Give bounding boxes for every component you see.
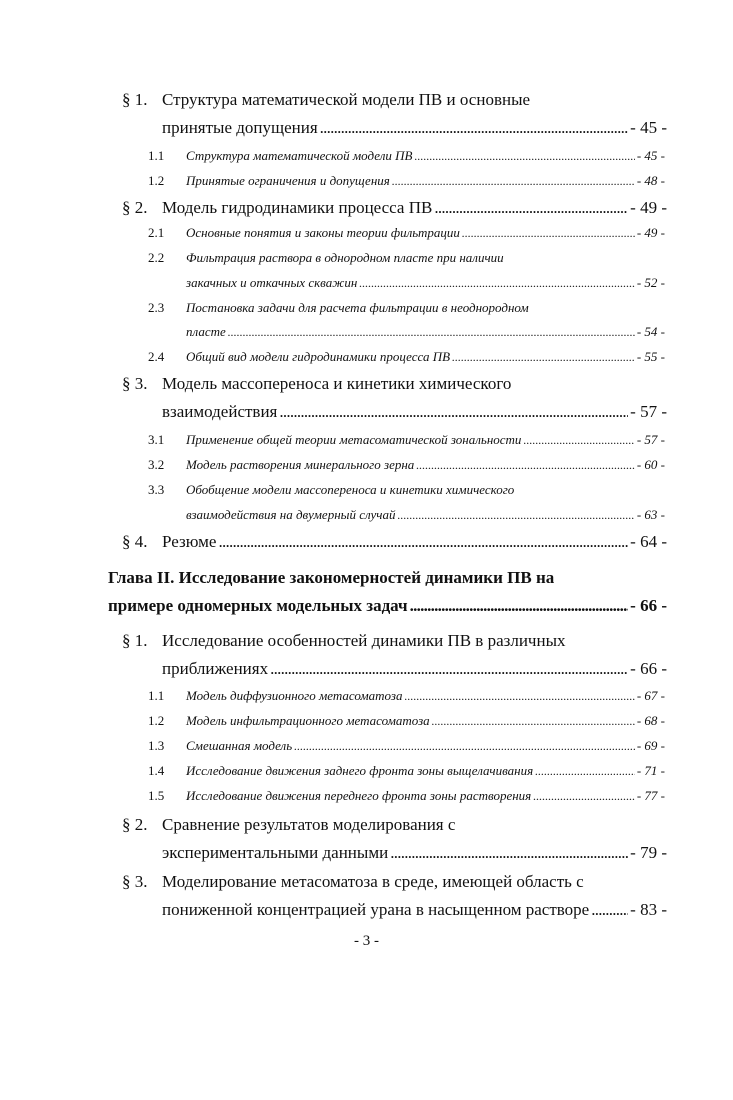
toc-page: - 68 - [636,713,665,728]
toc-ch2-section-1-line2[interactable] [162,659,667,679]
toc-section-number: § 3. [122,374,148,393]
toc-leader [390,843,628,863]
toc-leader [434,198,628,218]
toc-ch2-section-2-line2[interactable] [162,843,667,863]
toc-section-title: Модель гидродинамики процесса ПВ [162,198,433,217]
toc-page: - 83 - [630,900,667,919]
toc-entry-title: Модель растворения минерального зерна [186,457,415,472]
toc-ch2-section-3-line2[interactable] [162,900,667,920]
toc-page: - 79 - [630,843,667,862]
toc-leader [320,118,629,138]
toc-page: - 54 - [636,324,665,339]
toc-leader [359,276,635,291]
toc-leader [523,433,634,448]
toc-leader [270,659,628,679]
toc-section-3-line2[interactable] [162,402,667,422]
toc-page: - 71 - [636,763,665,778]
toc-entry-title: Обобщение модели массопереноса и кинетики химического [186,482,515,497]
toc-entry-title: Смешанная модель [186,738,293,753]
toc-chapter-title-cont: примере одномерных модельных задач [108,596,408,615]
toc-entry-number: 2.4 [148,349,165,364]
toc-entry-title: Модель инфильтрационного метасоматоза [186,713,430,728]
toc-leader [279,402,628,422]
toc-entry-title: Исследование движения заднего фронта зоны выщелачивания [186,763,534,778]
toc-ch2-entry-1-5[interactable] [148,788,665,804]
toc-page: - 66 - [630,596,667,615]
toc-leader [218,532,628,552]
toc-ch2-entry-1-1[interactable] [148,688,665,704]
toc-entry-number: 1.3 [148,738,165,753]
toc-entry-title: Структура математической модели ПВ [186,148,413,163]
toc-leader [452,350,635,365]
toc-section-title-cont: пониженной концентрацией урана в насыщенном растворе [162,900,590,919]
toc-entry-number: 3.2 [148,457,165,472]
toc-entry-3-2[interactable] [148,457,665,473]
toc-entry-title: Фильтрация раствора в однородном пласте при наличии [186,250,504,265]
toc-entry-number: 1.2 [148,173,165,188]
toc-section-4[interactable] [122,532,667,552]
toc-entry-number: 1.4 [148,763,165,778]
toc-leader [392,174,635,189]
toc-page: - 66 - [630,659,667,678]
toc-entry-1-2[interactable] [148,173,665,189]
toc-section-number: § 2. [122,815,148,834]
toc-section-title: Модель массопереноса и кинетики химического [162,374,512,393]
toc-page: - 55 - [636,349,665,364]
toc-leader [397,508,634,523]
toc-section-title: Моделирование метасоматоза в среде, имеющей область с [162,872,584,891]
toc-entry-number: 1.1 [148,688,165,703]
toc-entry-title: Исследование движения переднего фронта зоны растворения [186,788,532,803]
toc-entry-title-cont: взаимодействия на двумерный случай [186,507,396,522]
toc-entry-title: Общий вид модели гидродинамики процесса ПВ [186,349,451,364]
toc-page: - 48 - [636,173,665,188]
toc-section-number: § 3. [122,872,148,891]
toc-entry-title: Модель диффузионного метасоматоза [186,688,403,703]
toc-page: - 57 - [630,402,667,421]
toc-leader [416,458,635,473]
toc-section-title-cont: приближениях [162,659,269,678]
toc-page: - 45 - [630,118,667,137]
toc-section-number: § 2. [122,198,148,217]
toc-ch2-entry-1-2[interactable] [148,713,665,729]
page-number: - 3 - [354,933,379,949]
toc-entry-1-1[interactable] [148,148,665,164]
toc-entry-number: 1.5 [148,788,165,803]
toc-entry-number: 3.3 [148,482,165,497]
toc-section-title: Исследование особенностей динамики ПВ в различных [162,631,566,650]
toc-entry-number: 3.1 [148,432,165,447]
toc-page: - 77 - [636,788,665,803]
toc-page: - 49 - [630,198,667,217]
toc-leader [404,689,634,704]
toc-entry-title: Принятые ограничения и допущения [186,173,390,188]
toc-page: - 52 - [636,275,665,290]
toc-section-1-line2[interactable] [162,118,667,138]
toc-page: - 49 - [636,225,665,240]
toc-chapter-2-line2[interactable] [108,596,667,616]
toc-entry-number: 1.2 [148,713,165,728]
toc-section-title: Структура математической модели ПВ и основные [162,90,531,109]
toc-section-3-line1 [122,374,511,394]
toc-entry-2-2-line1 [148,250,504,266]
toc-page: - 63 - [636,507,665,522]
toc-leader [462,226,635,241]
toc-entry-3-3-line1 [148,482,514,498]
toc-page: - 67 - [636,688,665,703]
toc-leader [432,714,635,729]
toc-entry-3-1[interactable] [148,432,665,448]
toc-entry-number: 1.1 [148,148,165,163]
toc-leader [591,900,628,920]
toc-leader [533,789,635,804]
toc-leader [228,325,635,340]
toc-leader [414,149,634,164]
toc-entry-title-cont: пласте [186,324,226,339]
toc-entry-title-cont: закачных и откачных скважин [186,275,358,290]
toc-leader [410,596,629,616]
toc-section-title-cont: принятые допущения [162,118,318,137]
toc-entry-title: Применение общей теории метасоматической зональности [186,432,522,447]
toc-entry-title: Постановка задачи для расчета фильтрации в неоднородном [186,300,529,315]
toc-entry-number: 2.2 [148,250,165,265]
toc-chapter-title: Глава II. Исследование закономерностей динамики ПВ на [108,568,555,587]
toc-ch2-section-1-line1 [122,631,566,651]
toc-entry-2-3-line2[interactable] [186,324,665,340]
toc-section-2[interactable] [122,198,667,218]
toc-page: - 45 - [636,148,665,163]
toc-leader [294,739,635,754]
toc-entry-2-1[interactable] [148,225,665,241]
toc-page: - 64 - [630,532,667,551]
toc-chapter-2-line1 [108,568,554,588]
toc-page: - 60 - [636,457,665,472]
toc-ch2-entry-1-3[interactable] [148,738,665,754]
toc-entry-title: Основные понятия и законы теории фильтрации [186,225,460,240]
toc-page: - 57 - [636,432,665,447]
toc-entry-3-3-line2[interactable] [186,507,665,523]
toc-ch2-section-3-line1 [122,872,584,892]
toc-section-number: § 1. [122,631,148,650]
toc-page: - 69 - [636,738,665,753]
toc-ch2-section-2-line1 [122,815,455,835]
toc-section-number: § 1. [122,90,148,109]
toc-section-title-cont: взаимодействия [162,402,278,421]
toc-entry-2-3-line1 [148,300,529,316]
toc-ch2-entry-1-4[interactable] [148,763,665,779]
toc-section-1-line1 [122,90,530,110]
toc-section-title: Резюме [162,532,217,551]
toc-entry-2-4[interactable] [148,349,665,365]
toc-entry-number: 2.3 [148,300,165,315]
toc-section-number: § 4. [122,532,148,551]
toc-entry-number: 2.1 [148,225,165,240]
toc-section-title-cont: экспериментальными данными [162,843,389,862]
toc-entry-2-2-line2[interactable] [186,275,665,291]
toc-section-title: Сравнение результатов моделирования с [162,815,456,834]
toc-leader [535,764,635,779]
